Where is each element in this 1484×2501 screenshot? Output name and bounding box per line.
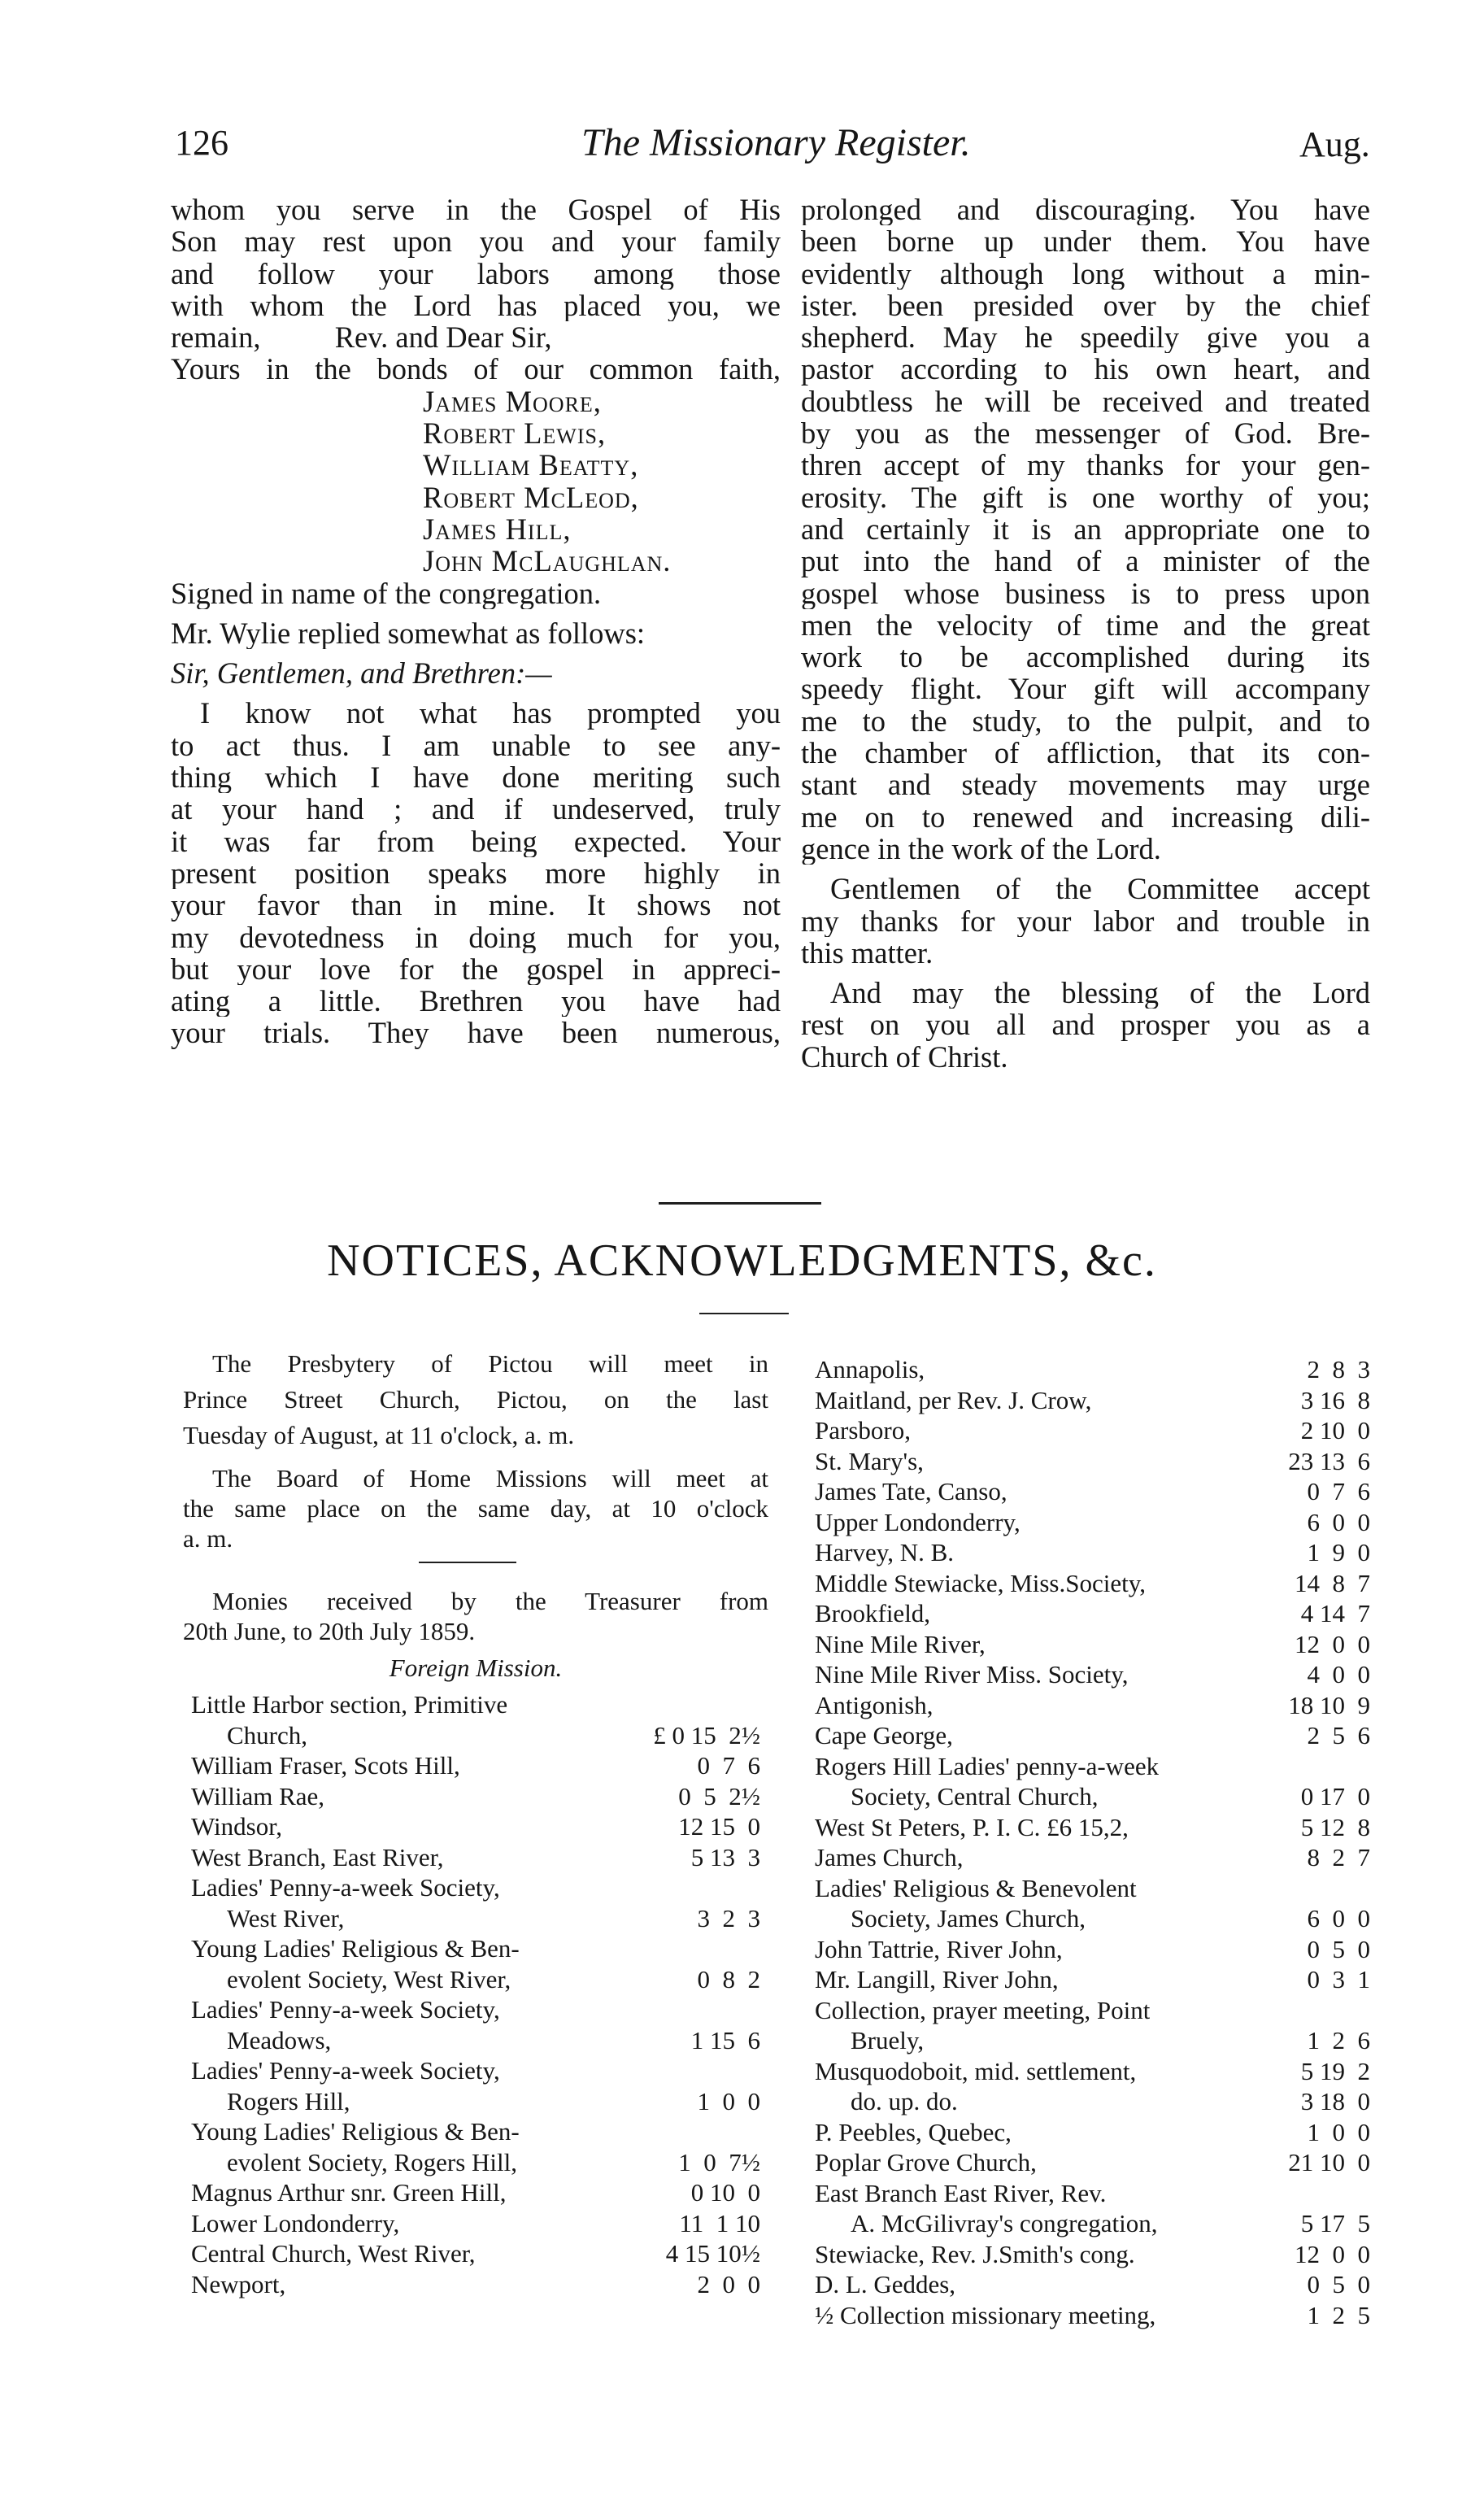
receipt-label: Rogers Hill, (227, 2086, 350, 2115)
text-line: prolonged and discouraging. You have (801, 194, 1370, 226)
foreign-mission-list (183, 1689, 760, 2299)
page-number: 126 (175, 123, 228, 163)
text-line: gence in the work of the Lord. (801, 832, 1161, 865)
receipt-row (815, 2300, 1370, 2331)
text-line: gospel whose business is to press upon (801, 577, 1370, 609)
receipt-amount: 3 18 0 (1300, 2087, 1370, 2115)
receipt-row (815, 1873, 1370, 1904)
receipt-label: West St Peters, P. I. C. £6 15,2, (815, 1812, 1129, 1841)
receipt-amount: 2 8 3 (1307, 1355, 1370, 1383)
receipt-row (815, 1690, 1370, 1721)
receipt-label: D. L. Geddes, (815, 2270, 956, 2298)
receipt-row (191, 2147, 760, 2178)
signed-note: Signed in name of the congregation. (171, 577, 602, 609)
receipt-amount: 5 17 5 (1300, 2209, 1370, 2237)
text-line: thren accept of my thanks for your gen- (801, 449, 1370, 481)
receipt-row (815, 2269, 1370, 2300)
receipt-label: evolent Society, Rogers Hill, (227, 2147, 518, 2176)
signature: William Beatty, (423, 449, 639, 481)
receipt-amount: 0 5 2½ (678, 1781, 760, 1810)
receipt-amount: 4 14 7 (1300, 1599, 1370, 1627)
receipt-amount: 1 2 6 (1307, 2026, 1370, 2054)
receipt-row (815, 2025, 1370, 2056)
receipt-label: evolent Society, West River, (227, 1964, 511, 1993)
text-line: me to the study, to the pulpit, and to (801, 704, 1370, 738)
text-line: your trials. They have been numerous, (171, 1017, 781, 1049)
text-line: remain, Rev. and Dear Sir, (171, 321, 552, 354)
receipt-label: Windsor, (191, 1812, 283, 1841)
receipt-label: Young Ladies' Religious & Ben- (191, 1934, 520, 1963)
text-line: And may the blessing of the Lord (830, 977, 1370, 1009)
receipt-row (191, 2055, 760, 2086)
receipt-row (815, 1385, 1370, 1416)
text-line: it was far from being expected. Your (171, 825, 781, 857)
text-line: and follow your labors among those (171, 257, 781, 290)
receipt-label: Musquodoboit, mid. settlement, (815, 2056, 1137, 2085)
receipt-row (191, 2238, 760, 2269)
receipt-amount: 1 0 7½ (678, 2147, 760, 2176)
receipt-row (815, 1964, 1370, 1995)
text-line: my thanks for your labor and trouble in (801, 904, 1370, 937)
receipt-amount: 3 16 8 (1300, 1385, 1370, 1414)
text-line: men the velocity of time and the great (801, 608, 1370, 642)
receipt-row (815, 2147, 1370, 2178)
receipt-row (191, 2177, 760, 2208)
receipt-row (815, 2178, 1370, 2209)
receipt-amount: 0 5 0 (1307, 2270, 1370, 2298)
heading-underline (699, 1313, 789, 1314)
receipt-amount: 3 2 3 (697, 1903, 760, 1932)
receipt-row (815, 1842, 1370, 1873)
receipt-label: East Branch East River, Rev. (815, 2178, 1107, 2207)
receipt-label: Cape George, (815, 1721, 953, 1749)
closing-line: Yours in the bonds of our common faith, (171, 353, 781, 386)
receipt-label: James Tate, Canso, (815, 1477, 1007, 1505)
receipt-row (815, 1781, 1370, 1812)
receipt-row (815, 2239, 1370, 2270)
section-divider (659, 1202, 821, 1205)
text-line: your favor than in mine. It shows not (171, 889, 781, 922)
receipt-amount: 4 0 0 (1307, 1660, 1370, 1688)
text-line: but your love for the gospel in appreci- (171, 952, 781, 986)
text-line: present position speaks more highly in (171, 856, 781, 890)
text-line: doubtless he will be received and treated (801, 385, 1370, 418)
receipt-label: Annapolis, (815, 1355, 925, 1383)
receipt-row (191, 2208, 760, 2239)
receipt-row (815, 1415, 1370, 1446)
text-line: shepherd. May he speedily give you a (801, 321, 1370, 354)
receipt-row (191, 1872, 760, 1903)
receipt-amount: 2 0 0 (697, 2269, 760, 2298)
receipt-amount: £ 0 15 2½ (653, 1720, 760, 1749)
receipt-amount: 12 0 0 (1295, 1629, 1370, 1658)
text-line: to act thus. I am unable to see any- (171, 729, 781, 762)
receipt-label: P. Peebles, Quebec, (815, 2117, 1012, 2146)
text-line: me on to renewed and increasing dili- (801, 800, 1370, 833)
receipt-amount: 2 5 6 (1307, 1721, 1370, 1749)
receipt-row (815, 1537, 1370, 1568)
receipt-amount: 0 10 0 (690, 2178, 760, 2207)
receipt-label: Church, (227, 1720, 308, 1749)
receipt-label: Magnus Arthur snr. Green Hill, (191, 2178, 507, 2207)
receipt-label: Maitland, per Rev. J. Crow, (815, 1385, 1092, 1414)
receipt-label: Central Church, West River, (191, 2239, 476, 2268)
receipt-amount: 23 13 6 (1288, 1446, 1370, 1475)
text-line: and certainly it is an appropriate one to (801, 512, 1370, 546)
text-line: with whom the Lord has placed you, we (171, 289, 781, 322)
text-line: work to be accomplished during its (801, 641, 1370, 673)
receipt-amount: 0 3 1 (1307, 1965, 1370, 1993)
receipt-amount: 4 15 10½ (665, 2239, 760, 2268)
text-line: stant and steady movements may urge (801, 769, 1370, 801)
text-line: by you as the messenger of God. Bre- (801, 417, 1370, 450)
receipt-amount: 0 7 6 (1307, 1477, 1370, 1505)
receipt-label: St. Mary's, (815, 1446, 924, 1475)
text-line: pastor according to his own heart, and (801, 353, 1370, 386)
receipt-label: Stewiacke, Rev. J.Smith's cong. (815, 2239, 1135, 2268)
receipt-row (191, 2116, 760, 2147)
text-line: this matter. (801, 936, 933, 969)
receipt-amount: 8 2 7 (1307, 1843, 1370, 1871)
notice-line: Prince Street Church, Pictou, on the last (183, 1385, 768, 1414)
receipt-row (815, 2086, 1370, 2117)
notice-line: Monies received by the Treasurer from (212, 1587, 768, 1615)
receipt-row (815, 1476, 1370, 1507)
receipt-amount: 0 7 6 (697, 1751, 760, 1780)
receipt-label: William Fraser, Scots Hill, (191, 1751, 460, 1780)
receipt-row (191, 1964, 760, 1995)
notice-line: The Board of Home Missions will meet at (212, 1464, 768, 1492)
signature: James Moore, (423, 385, 602, 418)
receipt-label: Society, Central Church, (851, 1782, 1099, 1810)
notices-left-column (183, 1346, 768, 2299)
receipt-row (815, 1629, 1370, 1660)
receipt-row (191, 1842, 760, 1873)
receipt-row (815, 2208, 1370, 2239)
receipt-amount: 1 2 5 (1307, 2300, 1370, 2329)
running-month: Aug. (1299, 124, 1370, 164)
signature: John McLaughlan. (423, 545, 672, 577)
receipt-label: Young Ladies' Religious & Ben- (191, 2117, 520, 2146)
receipt-label: West River, (227, 1903, 345, 1932)
text-line: erosity. The gift is one worthy of you; (801, 481, 1370, 513)
receipt-label: Rogers Hill Ladies' penny-a-week (815, 1751, 1160, 1780)
receipt-row (191, 2086, 760, 2117)
short-divider (419, 1562, 516, 1563)
receipt-label: do. up. do. (851, 2087, 958, 2115)
text-line: Church of Christ. (801, 1040, 1008, 1074)
text-line: I know not what has prompted you (200, 697, 781, 730)
receipt-row (815, 1751, 1370, 1782)
receipt-row (815, 2056, 1370, 2087)
receipt-row (815, 1568, 1370, 1599)
receipt-row (191, 2269, 760, 2300)
receipt-row (815, 2117, 1370, 2148)
notice-line: Tuesday of August, at 11 o'clock, a. m. (183, 1421, 575, 1449)
receipt-label: West Branch, East River, (191, 1842, 444, 1871)
receipt-amount: 1 9 0 (1307, 1538, 1370, 1566)
receipt-label: Mr. Langill, River John, (815, 1965, 1059, 1993)
reply-intro: Mr. Wylie replied somewhat as follows: (171, 617, 646, 650)
receipt-row (191, 1689, 760, 1720)
receipt-label: Collection, prayer meeting, Point (815, 1995, 1151, 2024)
foreign-mission-heading: Foreign Mission. (389, 1654, 563, 1682)
receipts-list (815, 1354, 1370, 2330)
receipt-label: Society, James Church, (851, 1904, 1086, 1932)
receipt-row (191, 1811, 760, 1842)
receipt-amount: 14 8 7 (1295, 1568, 1370, 1597)
text-line: at your hand ; and if undeserved, truly (171, 793, 781, 826)
receipt-row (191, 1903, 760, 1934)
receipt-row (815, 1995, 1370, 2026)
receipt-row (191, 1994, 760, 2025)
text-line: thing which I have done meriting such (171, 761, 781, 794)
receipt-amount: 0 17 0 (1300, 1782, 1370, 1810)
receipt-row (191, 1933, 760, 1964)
receipt-row (815, 1812, 1370, 1843)
signature: Robert McLeod, (423, 481, 639, 513)
receipt-amount: 6 0 0 (1307, 1904, 1370, 1932)
notices-right-column (815, 1354, 1370, 2330)
receipt-amount: 12 0 0 (1295, 2239, 1370, 2268)
receipt-row (815, 1659, 1370, 1690)
text-line: Son may rest upon you and your family (171, 225, 781, 258)
receipt-row (191, 1781, 760, 1812)
receipt-label: James Church, (815, 1843, 964, 1871)
receipt-label: Nine Mile River Miss. Society, (815, 1660, 1129, 1688)
receipt-label: A. McGilivray's congregation, (851, 2209, 1158, 2237)
receipt-label: Brookfield, (815, 1599, 931, 1627)
notice-line: a. m. (183, 1524, 233, 1553)
notice-line: The Presbytery of Pictou will meet in (212, 1349, 768, 1378)
receipt-label: Lower Londonderry, (191, 2208, 400, 2237)
receipt-amount: 1 0 0 (697, 2086, 760, 2115)
receipt-row (815, 1446, 1370, 1477)
receipt-amount: 5 19 2 (1300, 2056, 1370, 2085)
receipt-amount: 12 15 0 (678, 1812, 760, 1841)
receipt-row (191, 2025, 760, 2056)
receipt-row (815, 1598, 1370, 1629)
receipt-label: Nine Mile River, (815, 1629, 986, 1658)
text-line: my devotedness in doing much for you, (171, 921, 781, 953)
text-line: speedy flight. Your gift will accompany (801, 673, 1370, 705)
receipt-label: Little Harbor section, Primitive (191, 1690, 508, 1719)
text-line: put into the hand of a minister of the (801, 545, 1370, 577)
receipt-label: William Rae, (191, 1781, 325, 1810)
text-line: whom you serve in the Gospel of His (171, 194, 781, 226)
receipt-amount: 0 8 2 (697, 1964, 760, 1993)
receipt-label: Parsboro, (815, 1416, 911, 1444)
receipt-row (815, 1903, 1370, 1934)
receipt-label: Newport, (191, 2269, 286, 2298)
letter-left-column (171, 194, 781, 1049)
notice-line: 20th June, to 20th July 1859. (183, 1617, 476, 1645)
text-line: been borne up under them. You have (801, 225, 1370, 258)
signature: Robert Lewis, (423, 417, 607, 450)
receipt-amount: 0 5 0 (1307, 1934, 1370, 1963)
receipt-label: Antigonish, (815, 1690, 933, 1719)
text-line: the chamber of affliction, that its con- (801, 737, 1370, 769)
receipt-label: Ladies' Religious & Benevolent (815, 1873, 1137, 1902)
receipt-row (815, 1507, 1370, 1538)
notices-heading: NOTICES, ACKNOWLEDGMENTS, &c. (327, 1235, 1157, 1286)
receipt-amount: 2 10 0 (1300, 1416, 1370, 1444)
text-line: ister. been presided over by the chief (801, 289, 1370, 322)
receipt-row (815, 1720, 1370, 1751)
receipt-label: Middle Stewiacke, Miss.Society, (815, 1568, 1146, 1597)
receipt-row (815, 1934, 1370, 1965)
receipt-label: Meadows, (227, 2025, 332, 2054)
text-line: Gentlemen of the Committee accept (830, 873, 1370, 905)
receipt-amount: 11 1 10 (679, 2208, 760, 2237)
receipt-label: Bruely, (851, 2026, 925, 2054)
receipt-amount: 18 10 9 (1288, 1690, 1370, 1719)
salutation: Sir, Gentlemen, and Brethren:— (171, 657, 552, 690)
receipt-row (191, 1720, 760, 1751)
receipt-amount: 1 0 0 (1307, 2117, 1370, 2146)
receipt-amount: 6 0 0 (1307, 1507, 1370, 1536)
receipt-label: John Tattrie, River John, (815, 1934, 1063, 1963)
running-title: The Missionary Register. (581, 121, 971, 164)
receipt-row (815, 1354, 1370, 1385)
text-line: ating a little. Brethren you have had (171, 985, 781, 1017)
receipt-label: Harvey, N. B. (815, 1538, 955, 1566)
receipt-label: Ladies' Penny-a-week Society, (191, 1873, 500, 1902)
receipt-amount: 5 13 3 (690, 1842, 760, 1871)
receipt-row (191, 1750, 760, 1781)
receipt-amount: 1 15 6 (690, 2025, 760, 2054)
receipt-label: Upper Londonderry, (815, 1507, 1021, 1536)
receipt-label: Ladies' Penny-a-week Society, (191, 2056, 500, 2085)
notice-line: the same place on the same day, at 10 o'clock (183, 1494, 768, 1523)
receipt-label: ½ Collection missionary meeting, (815, 2300, 1156, 2329)
receipt-amount: 5 12 8 (1300, 1812, 1370, 1841)
text-line: rest on you all and prosper you as a (801, 1009, 1370, 1041)
signature: James Hill, (423, 512, 572, 546)
text-line: evidently although long without a min- (801, 257, 1370, 290)
receipt-amount: 21 10 0 (1288, 2148, 1370, 2176)
letter-right-column (801, 194, 1370, 1073)
receipt-label: Ladies' Penny-a-week Society, (191, 1995, 500, 2024)
receipt-label: Poplar Grove Church, (815, 2148, 1037, 2176)
